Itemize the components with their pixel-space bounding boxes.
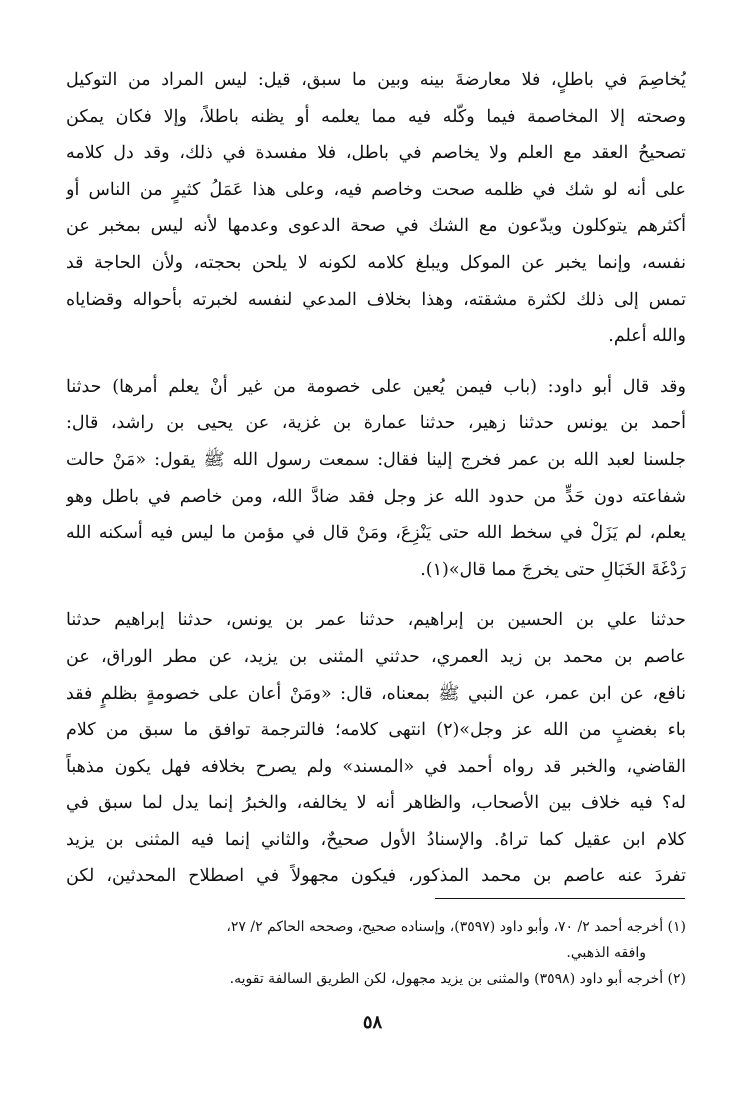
text-line: أحمد بن يونس حدثنا زهير، حدثنا عمارة بن غزية، عن يحيى بن راشد، قال: xyxy=(66,413,686,434)
paragraph-gap xyxy=(66,588,686,602)
text-line: رَدْغَةَ الخَبَالِ حتى يخرجَ مما قال»(١). xyxy=(420,559,686,580)
page-number: ٥٨ xyxy=(362,1012,383,1033)
text-line: أكثرهم يتوكلون ويدّعون مع الشك في صحة الدعوى وعدمها لأنه ليس بمخبر عن xyxy=(66,216,686,237)
paragraph-gap xyxy=(66,355,686,369)
paragraph-1 xyxy=(66,62,686,355)
text-line: جلسنا لعبد الله بن عمر فخرج إلينا فقال: سمعت رسول الله ﷺ يقول: «مَنْ حالت xyxy=(66,449,686,470)
text-line: القاضي، والخبر قد رواه أحمد في «المسند» ولم يصرح بخلافه فهل يكون مذهباً xyxy=(66,756,686,777)
text-line: نافع، عن ابن عمر، عن النبي ﷺ بمعناه، قال: «ومَنْ أعان على خصومةٍ بظلمٍ فقد xyxy=(66,683,686,704)
text-line: حدثنا علي بن الحسين بن إبراهيم، حدثنا عمر بن يونس، حدثنا إبراهيم حدثنا xyxy=(66,610,686,631)
footnote-2: (٢) أخرجه أبو داود (٣٥٩٨) والمثنى بن يزيد مجهول، لكن الطريق السالفة تقويه. xyxy=(229,971,686,987)
paragraph-3 xyxy=(66,602,686,895)
text-line: له؟ فيه خلاف بين الأصحاب، والظاهر أنه لا يخالفه، والخبرُ إنما يدل لما سبق في xyxy=(66,793,686,814)
text-line: باء بغضبٍ من الله عز وجل»(٢) انتهى كلامه؛ فالترجمة توافق ما سبق من كلام xyxy=(66,720,686,741)
text-line: على أنه لو شك في ظلمه صحت وخاصم فيه، وعلى هذا عَمَلُ كثيرٍ من الناس أو xyxy=(66,179,686,200)
footnote-divider xyxy=(435,898,685,899)
paragraph-2 xyxy=(66,369,686,589)
text-line: شفاعته دون حَدٍّ من حدود الله عز وجل فقد ضادَّ الله، ومن خاصم في باطل وهو xyxy=(66,486,686,507)
text-line: تصحيحُ العقد مع العلم ولا يخاصم في باطل، فلا مفسدة في ذلك، وقد دل كلامه xyxy=(66,143,686,164)
footnote-1-continuation: وافقه الذهبي. xyxy=(566,945,646,961)
text-line: يُخاصِمَ في باطلٍ، فلا معارضةَ بينه وبين ما سبق، قيل: ليس المراد من التوكيل xyxy=(66,70,686,90)
text-line: عاصم بن محمد بن زيد العمري، حدثني المثنى بن يزيد، عن مطر الوراق، عن xyxy=(66,646,686,667)
text-line: والله أعلم. xyxy=(608,326,686,347)
footnotes xyxy=(66,914,686,992)
text-line: كلام ابن عقيل كما تراهُ. والإسنادُ الأول صحيحٌ، والثاني إنما فيه المثنى بن يزيد xyxy=(66,829,686,850)
text-line: نفسه، وإنما يخبر عن الموكل ويبلغ كلامه لكونه لا يلحن بحجته، ولأن الحاجة قد xyxy=(66,252,686,273)
text-line: وصحته إلا المخاصمة فيما وكّله فيه مما يعلمه أو يظنه باطلاً، وإلا فكان يمكن xyxy=(66,106,686,127)
text-line: وقد قال أبو داود: (باب فيمن يُعين على خصومة من غير أنْ يعلم أمرها) حدثنا xyxy=(66,376,686,397)
footnote-1: (١) أخرجه أحمد ٢/ ٧٠، وأبو داود (٣٥٩٧)، وإسناده صحيح، وصححه الحاكم ٢/ ٢٧، xyxy=(226,919,686,935)
text-line: تفردَ عنه عاصم بن محمد المذكور، فيكون مجهولاً في اصطلاح المحدثين، لكن xyxy=(66,866,686,887)
text-line: يعلم، لم يَزَلْ في سخط الله حتى يَنْزِعَ، ومَنْ قال في مؤمن ما ليس فيه أسكنه الله xyxy=(66,523,686,544)
main-text xyxy=(66,62,686,895)
text-line: تمس إلى ذلك لكثرة مشقته، وهذا بخلاف المدعي لنفسه لخبرته بأحواله وقضاياه xyxy=(66,289,686,310)
